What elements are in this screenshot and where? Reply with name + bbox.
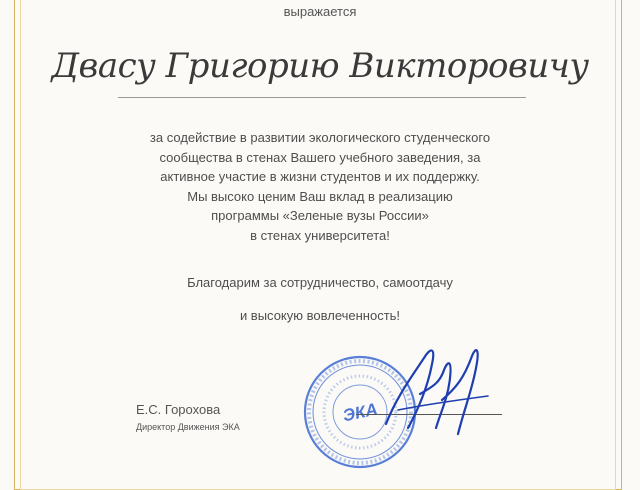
thanks-line: Благодарим за сотрудничество, самоотдачу (187, 275, 453, 290)
recipient-name: Двасу Григорию Викторовичу (51, 46, 589, 86)
thanks-line: и высокую вовлеченность! (239, 307, 401, 323)
body-line: в стенах университета! (250, 227, 390, 243)
header-word: выражается (283, 4, 357, 19)
body-line: активное участие в жизни студентов и их поддержку. (160, 169, 480, 185)
body-line: сообщества в стенах Вашего учебного заведения, за (159, 149, 481, 165)
body-line: Мы высоко ценим Ваш вклад в реализацию (187, 188, 453, 204)
signer-name: Е.С. Горохова (136, 402, 221, 417)
handwritten-signature (378, 338, 498, 438)
stamp-text: ЭКА (341, 399, 380, 426)
thanks-text (0, 260, 640, 338)
signer-title: Директор Движения ЭКА (136, 422, 240, 432)
name-underline (118, 97, 526, 98)
body-line: программы «Зеленые вузы России» (211, 208, 429, 224)
certificate-body (0, 128, 640, 246)
body-line: за содействие в развитии экологического студенческого (149, 130, 491, 145)
